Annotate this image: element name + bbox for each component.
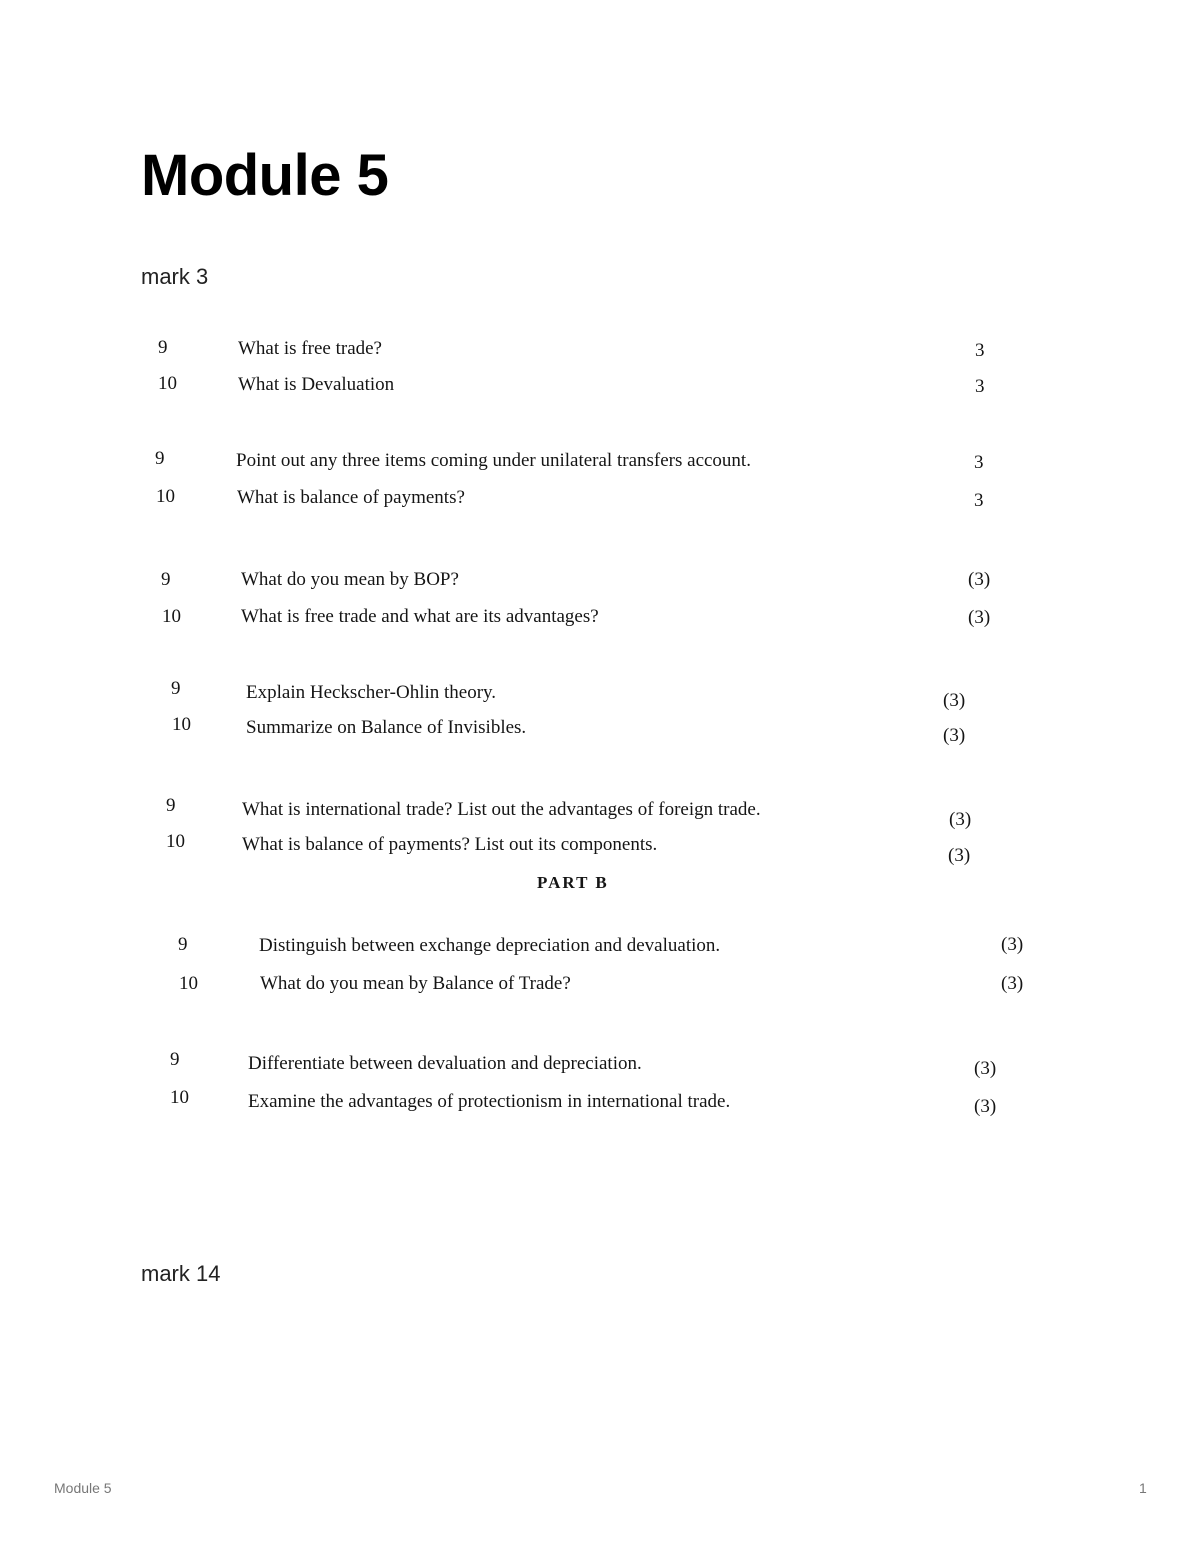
question-marks: (3) bbox=[943, 725, 966, 746]
question-marks: (3) bbox=[949, 809, 972, 830]
question-marks: (3) bbox=[943, 690, 966, 711]
question-text: Summarize on Balance of Invisibles. bbox=[246, 717, 527, 738]
question-number: 9 bbox=[171, 678, 181, 699]
section-heading-mark-14: mark 14 bbox=[141, 1261, 221, 1286]
question-marks: (3) bbox=[974, 1058, 997, 1079]
question-marks: (3) bbox=[968, 569, 991, 590]
question-text: What is balance of payments? List out its components. bbox=[242, 834, 658, 855]
question-number: 9 bbox=[161, 569, 171, 590]
question-text: What is free trade? bbox=[238, 338, 382, 359]
footer-page-number: 1 bbox=[1139, 1480, 1147, 1496]
question-marks: (3) bbox=[1001, 973, 1024, 994]
question-marks: 3 bbox=[974, 490, 984, 511]
part-heading: PART B bbox=[537, 873, 609, 892]
question-text: What is international trade? List out the advantages of foreign trade. bbox=[242, 799, 761, 820]
question-text: What is Devaluation bbox=[238, 374, 395, 395]
footer-document-title: Module 5 bbox=[54, 1480, 112, 1496]
question-text: Explain Heckscher-Ohlin theory. bbox=[246, 682, 497, 703]
question-number: 10 bbox=[179, 973, 198, 994]
question-number: 10 bbox=[172, 714, 191, 735]
question-number: 10 bbox=[166, 831, 185, 852]
question-number: 9 bbox=[166, 795, 176, 816]
question-text: Differentiate between devaluation and depreciation. bbox=[248, 1053, 642, 1074]
question-number: 10 bbox=[156, 486, 175, 507]
question-number: 10 bbox=[162, 606, 181, 627]
question-number: 9 bbox=[158, 337, 168, 358]
question-number: 9 bbox=[155, 448, 165, 469]
question-number: 10 bbox=[170, 1087, 189, 1108]
question-marks: 3 bbox=[975, 340, 985, 361]
question-number: 9 bbox=[178, 934, 188, 955]
question-text: What is balance of payments? bbox=[237, 487, 465, 508]
question-text: What do you mean by Balance of Trade? bbox=[260, 973, 571, 994]
question-marks: (3) bbox=[968, 607, 991, 628]
page-title: Module 5 bbox=[141, 143, 389, 208]
question-marks: (3) bbox=[948, 845, 971, 866]
question-text: Point out any three items coming under unilateral transfers account. bbox=[236, 450, 751, 471]
question-number: 9 bbox=[170, 1049, 180, 1070]
question-number: 10 bbox=[158, 373, 177, 394]
question-marks: (3) bbox=[974, 1096, 997, 1117]
question-marks: 3 bbox=[974, 452, 984, 473]
question-marks: 3 bbox=[975, 376, 985, 397]
question-marks: (3) bbox=[1001, 934, 1024, 955]
question-text: What is free trade and what are its advantages? bbox=[241, 606, 599, 627]
question-text: What do you mean by BOP? bbox=[241, 569, 459, 590]
question-text: Examine the advantages of protectionism in international trade. bbox=[248, 1091, 731, 1112]
question-text: Distinguish between exchange depreciation and devaluation. bbox=[259, 935, 721, 956]
section-heading-mark-3: mark 3 bbox=[141, 264, 209, 289]
